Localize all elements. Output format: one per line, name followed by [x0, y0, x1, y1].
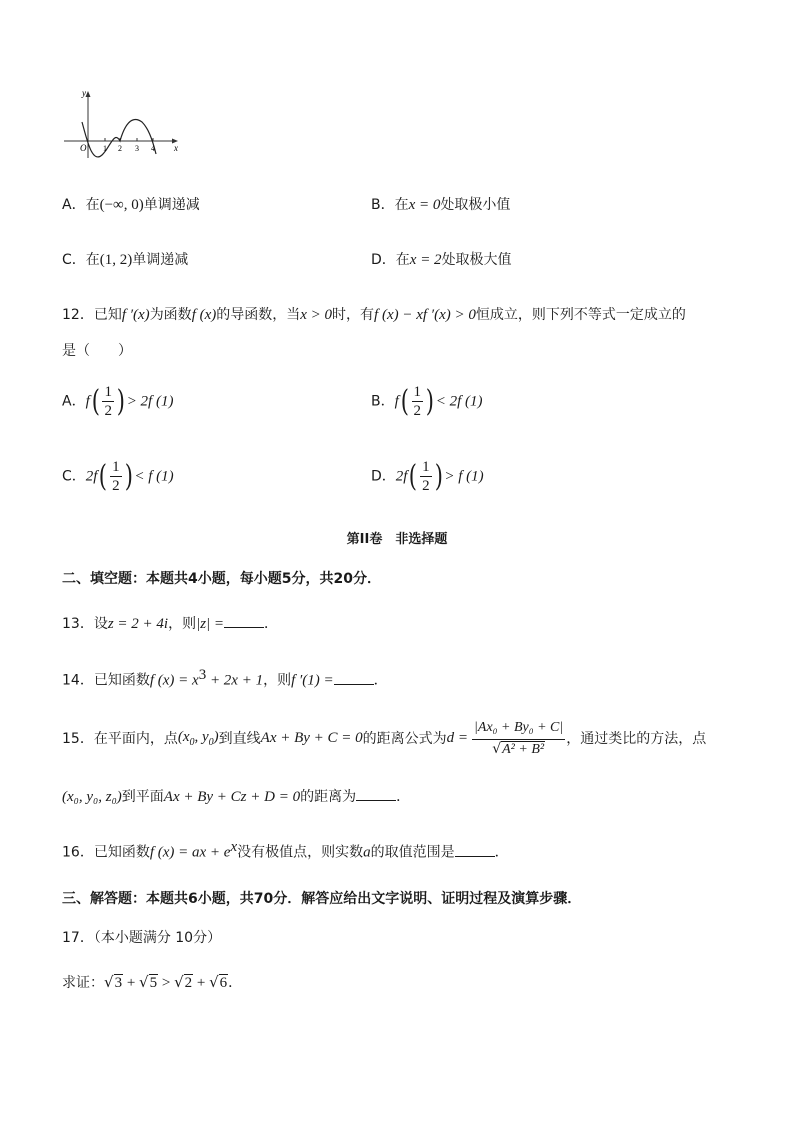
answer-blank[interactable]: [334, 672, 374, 685]
q12-stem-line1: 12．已知f ′(x)为函数f (x)的导函数，当x > 0时，有f (x) − xf ′(x) > 0恒成立，则下列不等式一定成立的: [62, 307, 686, 323]
q16: 16．已知函数f (x) = ax + $e^x$没有极值点，则实数a的取值范围是 ．: [62, 839, 509, 861]
q12-option-a: A．f( $\frac{1}{2}$ ) > 2f (1): [62, 384, 174, 419]
answer-blank[interactable]: [356, 788, 396, 801]
q12-option-c: C．2f( $\frac{1}{2}$ ) < f (1): [62, 459, 174, 494]
tick-label-2: 2: [118, 144, 122, 153]
q12-option-b: B．f( $\frac{1}{2}$ ) < 2f (1): [371, 384, 483, 419]
answer-blank[interactable]: [455, 844, 495, 857]
q12-stem-line2: 是（ ）: [62, 343, 132, 359]
section-2-title: 第II卷 非选择题: [346, 532, 448, 547]
q13: 13．设z = 2 + 4i，则|z| = ．: [62, 616, 279, 632]
tick-label-3: 3: [135, 144, 139, 153]
q14: 14．已知函数f $(x) = x^3 + 2x + 1$，则f ′(1) = ．: [62, 667, 388, 689]
q17-statement: 求证：√3 + √5 > √2 + √6．: [62, 973, 243, 991]
y-axis-label: y: [82, 88, 86, 98]
q11-option-c: C．在(1, 2)单调递减: [62, 252, 189, 268]
q12-option-d: D．2f( $\frac{1}{2}$ ) > f (1): [371, 459, 484, 494]
x-axis-label: x: [174, 143, 178, 153]
q15-line1: 15．在平面内，点 ($x_0$, $y_0$) 到直线 Ax + By + C = 0 的距离公式为 d = $\frac{\text{|Ax₀ + By₀ + C|}}{\text{√A² + B²}}$ ，通过类比的方法，点: [62, 720, 707, 757]
distance-fraction: $\frac{\text{|Ax₀ + By₀ + C|}}{\text{√A² + B²}}$: [474, 720, 564, 757]
tick-label-4: 4: [151, 144, 155, 153]
q11-option-b: B．在x = 0处取极小值: [371, 197, 511, 213]
q17-title: 17．（本小题满分 10分）: [62, 930, 222, 946]
tick-label-1: 1: [103, 144, 107, 153]
q11-option-d: D．在x = 2处取极大值: [371, 252, 512, 268]
q15-line2: (x₀, y₀, z₀)到平面Ax + By + Cz + D = 0的距离为 ．: [62, 789, 411, 805]
section-3-heading: 三、解答题：本题共6小题，共70分．解答应给出文字说明、证明过程及演算步骤．: [62, 891, 582, 907]
q11-option-a: A．在(−∞, 0)单调递减: [62, 197, 200, 213]
function-graph: [62, 88, 186, 160]
section-2-heading: 二、填空题：本题共4小题，每小题5分，共20分．: [62, 571, 381, 587]
origin-label: O: [80, 143, 87, 153]
answer-blank[interactable]: [224, 615, 264, 628]
